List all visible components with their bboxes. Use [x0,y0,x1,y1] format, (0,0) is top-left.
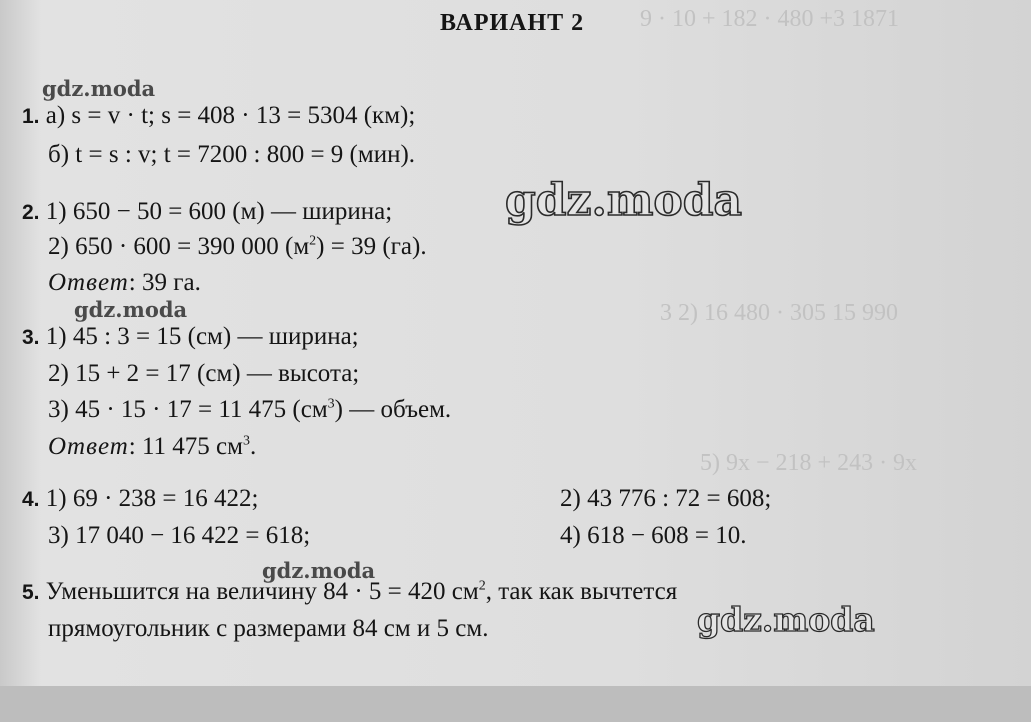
problem-3-answer [48,433,256,461]
faded-bleed-through-text: 9 · 10 + 182 · 480 +3 1871 [640,6,900,32]
problem-text: 3) 45 · 15 · 17 = 11 475 (см [48,396,328,423]
faded-bleed-through-text: 3 2) 16 480 · 305 15 990 [660,300,898,326]
problem-3-line-3 [48,396,451,424]
problem-number: 1. [22,105,40,128]
problem-text: 2) 15 + 2 = 17 (см) — высота; [48,360,360,387]
answer-value: : 11 475 см [128,433,243,460]
problem-number: 4. [22,488,40,511]
problem-number: 5. [22,581,40,604]
problem-5-line-2 [48,615,488,643]
answer-label: Ответ [48,433,129,460]
watermark: gdz.moda [505,175,743,226]
problem-text: 2) 650 · 600 = 390 000 (м [48,233,310,260]
problem-2-line-2 [48,233,427,261]
superscript: 2 [478,578,486,594]
problem-4-line-1 [22,485,258,513]
problem-4-line-4 [560,522,747,550]
problem-text: ) = 39 (га). [316,233,427,260]
superscript: 3 [327,396,335,412]
problem-4-line-2 [560,485,771,513]
problem-number: 3. [22,326,40,349]
watermark: gdz.moda [74,297,188,322]
problem-text: б) t = s : v; t = 7200 : 800 = 9 (мин). [48,141,416,168]
problem-text: прямоугольник с размерами 84 см и 5 см. [48,615,489,642]
problem-3-line-2 [48,360,359,388]
problem-text: , так как вычтется [485,578,678,605]
superscript: 2 [309,233,317,249]
problem-text: 1) 650 − 50 = 600 (м) — ширина; [45,198,393,225]
problem-text: 1) 69 · 238 = 16 422; [45,485,259,512]
answer-value: : 39 га. [128,269,201,296]
problem-2-line-1 [22,198,392,226]
problem-4-line-3 [48,522,310,550]
problem-text: 1) 45 : 3 = 15 (см) — ширина; [45,323,359,350]
answer-label: Ответ [48,269,129,296]
problem-1-line-a [22,102,415,130]
answer-value-end: . [249,433,257,460]
watermark: gdz.moda [42,76,156,101]
superscript: 3 [242,433,250,449]
problem-text: Уменьшится на величину 84 · 5 = 420 см [45,578,479,605]
page-title: ВАРИАНТ 2 [440,10,585,36]
watermark: gdz.moda [262,558,376,583]
problem-text: 3) 17 040 − 16 422 = 618; [48,522,311,549]
problem-text: 2) 43 776 : 72 = 608; [560,485,772,512]
page-bottom-shadow [0,686,1031,722]
problem-number: 2. [22,201,40,224]
problem-text: ) — объем. [334,396,452,423]
watermark: gdz.moda [697,600,875,639]
faded-bleed-through-text: 5) 9x − 218 + 243 · 9x [700,450,918,476]
problem-text: а) s = v · t; s = 408 · 13 = 5304 (км); [45,102,416,129]
problem-3-line-1 [22,323,359,351]
problem-1-line-b [48,141,415,169]
problem-2-answer [48,269,201,297]
problem-text: 4) 618 − 608 = 10. [560,522,747,549]
